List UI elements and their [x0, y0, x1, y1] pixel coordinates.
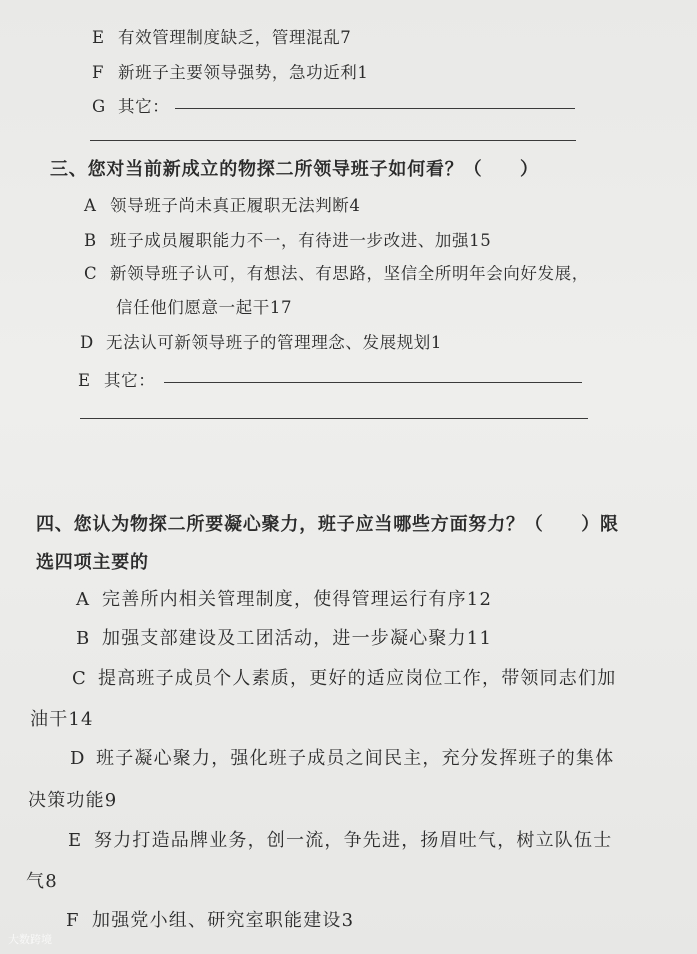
option-key: F	[66, 910, 80, 931]
q4-option-a	[76, 585, 492, 611]
option-key: C	[72, 668, 87, 689]
q3-option-c-cont: 信任他们愿意一起干17	[116, 298, 293, 317]
q4-option-d-cont: 决策功能9	[28, 790, 118, 811]
q4-option-b	[76, 624, 492, 650]
option-text: 新班子主要领导强势，急功近利1	[118, 63, 369, 82]
option-text: 领导班子尚未真正履职无法判断4	[110, 196, 361, 215]
option-text: 无法认可新领导班子的管理理念、发展规划1	[106, 333, 442, 352]
option-text: 加强支部建设及工团活动，进一步凝心聚力11	[102, 628, 493, 649]
watermark: 大数跨境	[8, 933, 52, 946]
option-text: 其它：	[118, 97, 170, 116]
option-text: 提高班子成员个人素质，更好的适应岗位工作，带领同志们加	[98, 668, 617, 689]
option-key: G	[92, 97, 106, 116]
option-key: E	[68, 830, 83, 851]
q2-other-line-1	[175, 108, 575, 109]
q3-option-d	[80, 329, 442, 353]
option-key: B	[84, 231, 97, 250]
option-key: F	[92, 63, 105, 82]
option-text: 加强党小组、研究室职能建设3	[92, 910, 355, 931]
q4-option-d	[70, 744, 614, 770]
q4-option-e	[68, 826, 612, 852]
q3-option-e	[78, 367, 155, 391]
q3-option-b	[84, 227, 491, 251]
q4-option-f	[66, 906, 354, 932]
option-text: 完善所内相关管理制度，使得管理运行有序12	[102, 589, 493, 610]
q2-option-f	[92, 59, 369, 83]
option-text: 努力打造品牌业务，创一流，争先进，扬眉吐气，树立队伍士	[94, 830, 613, 851]
option-text: 班子成员履职能力不一，有待进一步改进、加强15	[110, 231, 492, 250]
option-key: B	[76, 628, 91, 649]
q4-option-c-cont: 油干14	[30, 709, 94, 730]
option-key: D	[70, 748, 86, 769]
option-text: 新领导班子认可，有想法、有思路，坚信全所明年会向好发展，	[110, 264, 589, 283]
option-text: 其它：	[104, 371, 156, 390]
q2-option-g	[92, 93, 169, 117]
option-key: D	[80, 333, 94, 352]
q3-title: 三、您对当前新成立的物探二所领导班子如何看？（ ）	[50, 159, 539, 180]
q3-other-line-2	[80, 418, 588, 419]
q4-title-cont: 选四项主要的	[36, 552, 149, 573]
q3-other-line-1	[164, 382, 582, 383]
q4-option-c	[72, 664, 616, 690]
q3-option-c	[84, 260, 589, 284]
option-text: 有效管理制度缺乏，管理混乱7	[118, 28, 352, 47]
option-key: E	[78, 371, 91, 390]
option-key: C	[84, 264, 98, 283]
option-key: A	[76, 589, 91, 610]
q3-option-a	[84, 192, 361, 216]
option-text: 班子凝心聚力，强化班子成员之间民主，充分发挥班子的集体	[96, 748, 615, 769]
q2-other-line-2	[90, 140, 576, 141]
q4-option-e-cont: 气8	[26, 871, 58, 892]
option-key: A	[84, 196, 97, 215]
q4-title: 四、您认为物探二所要凝心聚力，班子应当哪些方面努力？（ ）限	[36, 514, 619, 535]
option-key: E	[92, 28, 105, 47]
q2-option-e	[92, 24, 351, 48]
